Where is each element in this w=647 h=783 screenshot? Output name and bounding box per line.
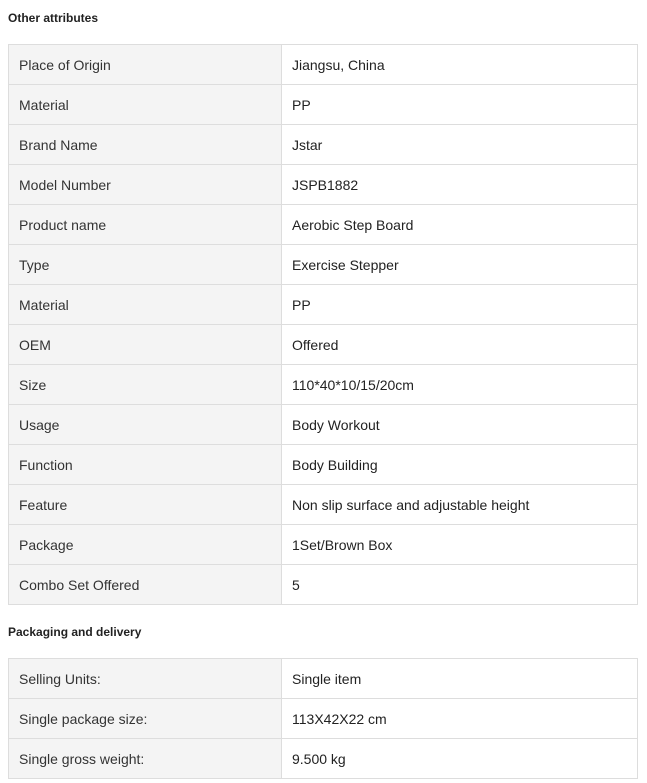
attribute-key: Brand Name <box>9 125 282 165</box>
attribute-key: Material <box>9 285 282 325</box>
attribute-value: PP <box>282 285 638 325</box>
attribute-value: 9.500 kg <box>282 739 638 779</box>
attribute-key: Single gross weight: <box>9 739 282 779</box>
attribute-value: JSPB1882 <box>282 165 638 205</box>
attribute-value: Jstar <box>282 125 638 165</box>
attribute-value: Exercise Stepper <box>282 245 638 285</box>
table-row <box>9 125 638 165</box>
table-row <box>9 325 638 365</box>
table-row <box>9 165 638 205</box>
table-row <box>9 45 638 85</box>
attribute-key: Product name <box>9 205 282 245</box>
table-row <box>9 285 638 325</box>
attribute-key: Type <box>9 245 282 285</box>
table-row <box>9 205 638 245</box>
attribute-key: Usage <box>9 405 282 445</box>
table-row <box>9 659 638 699</box>
attribute-key: Size <box>9 365 282 405</box>
attribute-value: Non slip surface and adjustable height <box>282 485 638 525</box>
attribute-value: 1Set/Brown Box <box>282 525 638 565</box>
packaging-delivery-title: Packaging and delivery <box>8 625 142 639</box>
attribute-value: Aerobic Step Board <box>282 205 638 245</box>
attribute-value: Single item <box>282 659 638 699</box>
attribute-value: 5 <box>282 565 638 605</box>
other-attributes-table <box>8 44 638 605</box>
attribute-key: Function <box>9 445 282 485</box>
attribute-key: Material <box>9 85 282 125</box>
attribute-value: Jiangsu, China <box>282 45 638 85</box>
table-row <box>9 565 638 605</box>
table-row <box>9 445 638 485</box>
attribute-value: 110*40*10/15/20cm <box>282 365 638 405</box>
other-attributes-title: Other attributes <box>8 11 99 25</box>
table-row <box>9 85 638 125</box>
attribute-key: Package <box>9 525 282 565</box>
table-row <box>9 699 638 739</box>
packaging-delivery-table <box>8 658 638 779</box>
attribute-value: PP <box>282 85 638 125</box>
attribute-key: OEM <box>9 325 282 365</box>
attribute-key: Selling Units: <box>9 659 282 699</box>
table-row <box>9 739 638 779</box>
attribute-key: Combo Set Offered <box>9 565 282 605</box>
attribute-key: Place of Origin <box>9 45 282 85</box>
attribute-value: Offered <box>282 325 638 365</box>
attribute-value: Body Workout <box>282 405 638 445</box>
attribute-value: Body Building <box>282 445 638 485</box>
attribute-key: Feature <box>9 485 282 525</box>
table-row <box>9 245 638 285</box>
attribute-key: Single package size: <box>9 699 282 739</box>
table-row <box>9 525 638 565</box>
table-row <box>9 485 638 525</box>
table-row <box>9 405 638 445</box>
table-row <box>9 365 638 405</box>
attribute-key: Model Number <box>9 165 282 205</box>
attribute-value: 113X42X22 cm <box>282 699 638 739</box>
